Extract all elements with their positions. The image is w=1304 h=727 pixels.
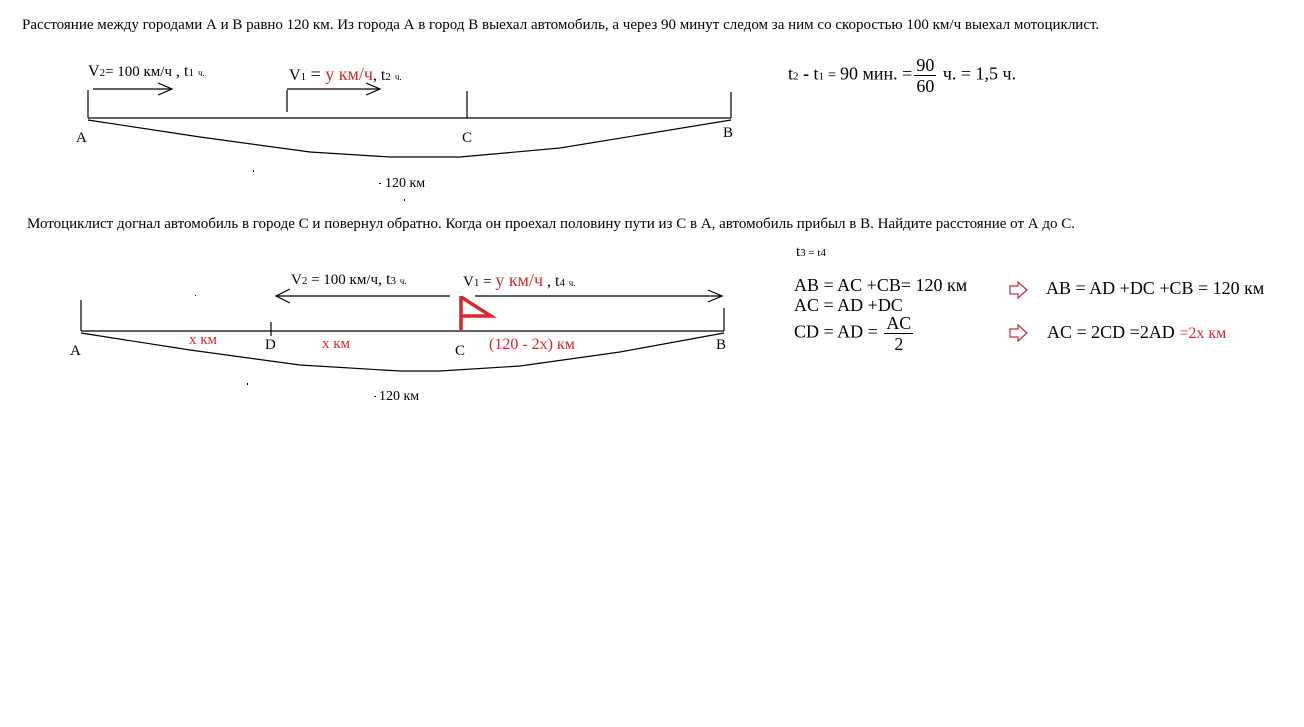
point-b-label: B xyxy=(723,125,734,141)
flag-icon xyxy=(461,296,491,330)
point-d-label: D xyxy=(265,337,276,353)
motorcycle-speed-label: V1 = y км/ч, t2 ч. xyxy=(289,64,402,84)
equation-ab: AB = AC +CB= 120 км xyxy=(794,275,968,295)
implies-arrow-icon-2 xyxy=(1010,325,1027,341)
brace-120km-2 xyxy=(81,333,727,371)
car-speed-label: V2= 100 км/ч , t1 ч. xyxy=(88,63,205,80)
brace-120km xyxy=(88,120,734,157)
fraction-ac-2: $\frac{AC}{2}$ xyxy=(886,313,912,354)
implication-ab: AB = AD +DC +CB = 120 км xyxy=(1046,278,1265,298)
total-distance-label-2: 120 км xyxy=(379,389,420,404)
time-equality: t3 = t4 xyxy=(796,244,826,260)
diagram2-lines xyxy=(81,289,727,371)
segment-cb-label: (120 - 2x) км xyxy=(489,336,575,353)
equation-cd: CD = AD = $\frac{AC}{2}$ xyxy=(794,313,912,354)
segment-dc-label: x км xyxy=(322,336,351,352)
implication-arrows xyxy=(1010,282,1027,341)
implication-ac: AC = 2CD =2AD =2x км xyxy=(1047,322,1227,342)
point-a-label-2: A xyxy=(70,343,81,359)
implies-arrow-icon-1 xyxy=(1010,282,1027,298)
segment-ad-label: x км xyxy=(189,332,218,348)
equation-ac: AC = AD +DC xyxy=(794,295,903,315)
point-c-label: C xyxy=(462,130,473,146)
diagram1-lines xyxy=(88,83,734,157)
time-difference-equation: t2 - t1 = 90 мин. = $\frac{90}{60}$ ч. = 1,5 ч. xyxy=(788,55,1017,96)
total-distance-label: 120 км xyxy=(385,176,426,191)
problem-text-line2: Мотоциклист догнал автомобиль в городе С и повернул обратно. Когда он проехал половину пути из С в А, автомобиль прибыл в В. Найдите расстояние от А до С. xyxy=(27,216,1076,232)
point-c-label-2: C xyxy=(455,343,466,359)
car-speed-label-2: V1 = y км/ч , t4 ч. xyxy=(463,270,576,290)
problem-text-line1: Расстояние между городами А и В равно 120 км. Из города А в город В выехал автомобиль, а через 90 минут следом за ним со скоростью 100 км/ч выехал мотоциклист. xyxy=(22,17,1100,33)
return-speed-label: V2 = 100 км/ч, t3 ч. xyxy=(291,271,407,288)
point-b-label-2: B xyxy=(716,337,727,353)
point-a-label: A xyxy=(76,130,87,146)
fraction-90-60: $\frac{90}{60}$ xyxy=(916,55,935,96)
